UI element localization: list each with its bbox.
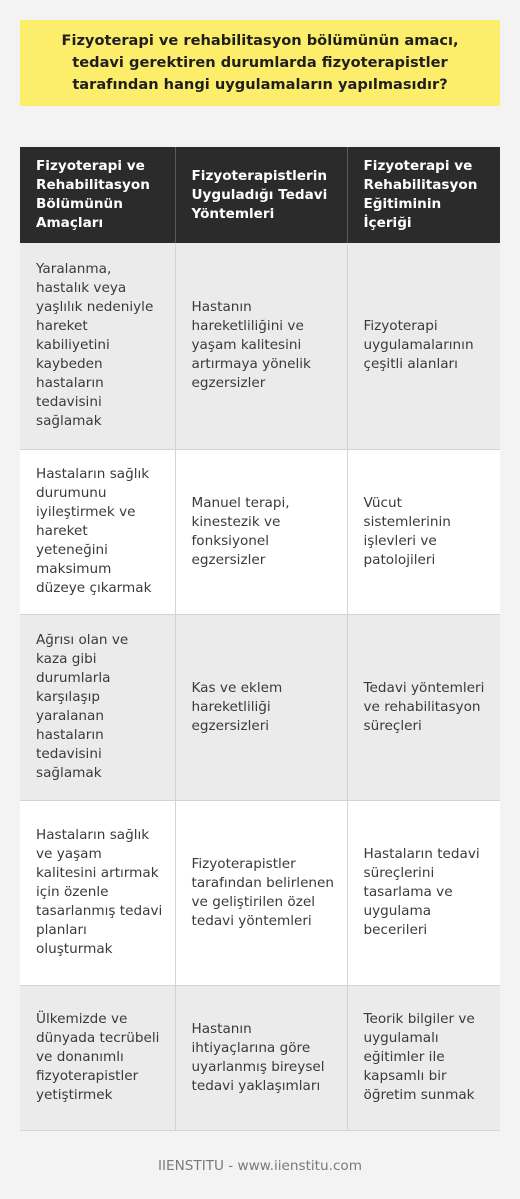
page-title: Fizyoterapi ve rehabilitasyon bölümünün amacı, tedavi gerektiren durumlarda fizyoterapistler tarafından hangi uygulamaların yapılmasıdır? [61, 32, 459, 93]
table-cell: Hastaların tedavi süreçlerini tasarlama ve uygulama becerileri [347, 800, 500, 985]
table-row [20, 449, 500, 614]
info-table [20, 147, 500, 1131]
table-cell: Ağrısı olan ve kaza gibi durumlarla karşılaşıp yaralanan hastaların tedavisini sağlamak [20, 614, 175, 800]
table-header-row [20, 147, 500, 243]
table-cell: Hastanın hareketliliğini ve yaşam kalitesini artırmaya yönelik egzersizler [175, 243, 347, 449]
table-cell: Teorik bilgiler ve uygulamalı eğitimler ile kapsamlı bir öğretim sunmak [347, 985, 500, 1130]
table-cell: Vücut sistemlerinin işlevleri ve patolojileri [347, 449, 500, 614]
table-cell: Yaralanma, hastalık veya yaşlılık nedeniyle hareket kabiliyetini kaybeden hastaların tedavisini sağlamak [20, 243, 175, 449]
table-cell: Fizyoterapistler tarafından belirlenen ve geliştirilen özel tedavi yöntemleri [175, 800, 347, 985]
table-row [20, 614, 500, 800]
table-cell: Ülkemizde ve dünyada tecrübeli ve donanımlı fizyoterapistler yetiştirmek [20, 985, 175, 1130]
table-cell: Fizyoterapi uygulamalarının çeşitli alanları [347, 243, 500, 449]
table-row [20, 243, 500, 449]
column-header: Fizyoterapi ve Rehabilitasyon Eğitiminin İçeriği [347, 147, 500, 243]
table-row [20, 800, 500, 985]
column-header: Fizyoterapistlerin Uyguladığı Tedavi Yöntemleri [175, 147, 347, 243]
table-row [20, 985, 500, 1130]
table-cell: Hastaların sağlık ve yaşam kalitesini artırmak için özenle tasarlanmış tedavi planları oluşturmak [20, 800, 175, 985]
table-cell: Hastanın ihtiyaçlarına göre uyarlanmış bireysel tedavi yaklaşımları [175, 985, 347, 1130]
table-cell: Tedavi yöntemleri ve rehabilitasyon süreçleri [347, 614, 500, 800]
title-banner [20, 20, 500, 106]
table-cell: Hastaların sağlık durumunu iyileştirmek ve hareket yeteneğini maksimum düzeye çıkarmak [20, 449, 175, 614]
footer-credit: IIENSTITU - www.iienstitu.com [158, 1158, 362, 1174]
column-header: Fizyoterapi ve Rehabilitasyon Bölümünün Amaçları [20, 147, 175, 243]
table-cell: Kas ve eklem hareketliliği egzersizleri [175, 614, 347, 800]
table-cell: Manuel terapi, kinestezik ve fonksiyonel egzersizler [175, 449, 347, 614]
